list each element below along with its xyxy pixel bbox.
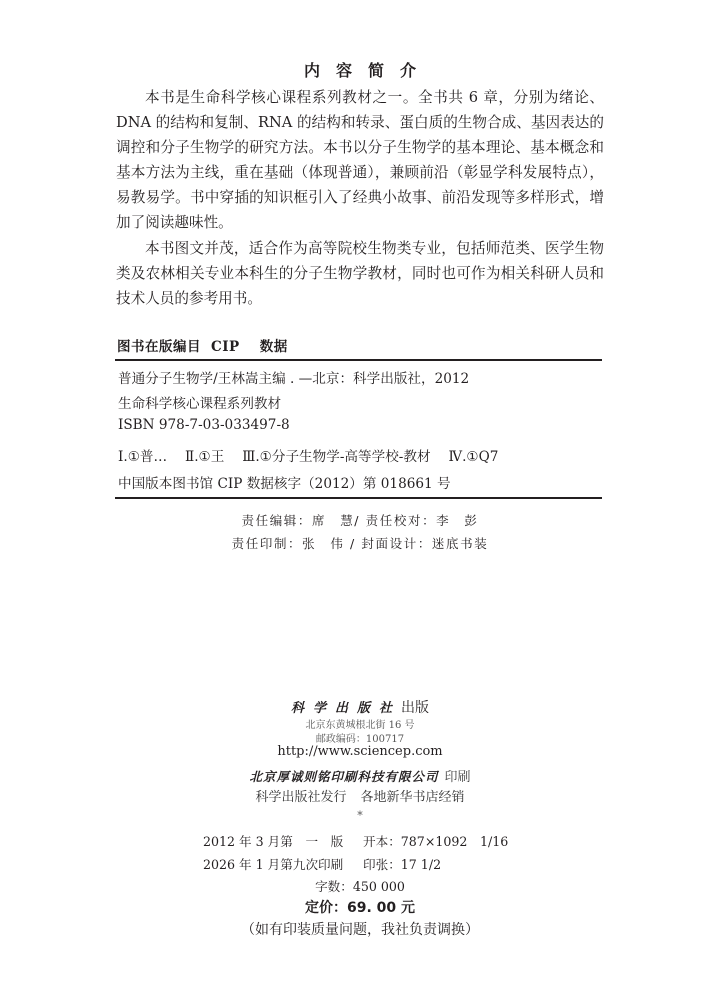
cip-heading-code: CIP — [211, 339, 240, 355]
edition-row — [203, 831, 509, 850]
cip-heading-prefix: 图书在版编目 — [117, 339, 201, 355]
cip-bottom-rule — [115, 497, 602, 499]
sellers: 各地新华书店经销 — [360, 790, 465, 805]
cip-classification-line: Ⅰ.①普… Ⅱ.①王 Ⅲ.①分子生物学-高等学校-教材 Ⅳ.①Q7 — [118, 449, 499, 465]
word-count: 字数：450 000 — [315, 879, 405, 894]
edition-text: 2012 年 3 月第 一 版 — [203, 834, 344, 849]
cip-record-number-line: 中国版本图书馆 CIP 数据核字（2012）第 018661 号 — [118, 476, 451, 492]
intro-title: 内容简介 — [303, 61, 432, 80]
credits-editor-line: 责任编辑：席 慧/ 责任校对：李 彭 — [241, 513, 479, 528]
publisher-name: 科学出版社 — [290, 701, 401, 716]
cip-series-line: 生命科学核心课程系列教材 — [118, 396, 282, 412]
printing-text: 2026 年 1 月第九次印刷 — [203, 857, 344, 872]
cip-heading-suffix: 数据 — [259, 339, 288, 355]
format-text: 开本：787×1092 1/16 — [363, 834, 509, 849]
printer-line — [0, 766, 720, 785]
printer-name: 北京厚诚则铭印刷科技有限公司 — [249, 769, 439, 784]
cip-top-rule — [115, 359, 602, 361]
intro-paragraph-2: 本书图文并茂，适合作为高等院校生物类专业，包括师范类、医学生物类及农林相关专业本科生的分子生物学教材，同时也可作为相关科研人员和技术人员的参考用书。 — [116, 240, 604, 307]
sheets-text: 印张：17 1/2 — [363, 857, 442, 872]
printing-row — [203, 854, 442, 873]
separator-star: * — [357, 809, 363, 822]
publisher-suffix: 出版 — [401, 700, 429, 716]
credits-printing-line: 责任印制：张 伟 / 封面设计：迷底书装 — [231, 536, 489, 551]
printer-suffix: 印刷 — [444, 770, 471, 785]
distributor: 科学出版社发行 — [255, 790, 347, 805]
cip-isbn-line: ISBN 978-7-03-033497-8 — [118, 417, 290, 433]
publisher-postcode: 邮政编码：100717 — [315, 734, 405, 745]
cip-heading — [117, 335, 288, 355]
quality-note: （如有印装质量问题，我社负责调换） — [241, 922, 479, 938]
cip-title-line: 普通分子生物学/王林嵩主编 . —北京：科学出版社，2012 — [118, 371, 470, 387]
publisher-address: 北京东黄城根北街 16 号 — [305, 720, 415, 731]
publisher-line — [0, 697, 720, 717]
publisher-url: http://www.sciencep.com — [277, 744, 443, 759]
distribution-line — [0, 786, 720, 805]
intro-paragraph-1: 本书是生命科学核心课程系列教材之一。全书共 6 章，分别为绪论、DNA 的结构和复制、RNA 的结构和转录、蛋白质的生物合成、基因表达的调控和分子生物学的研究方法。本书以分子生物学的基本理论、基本概念和基本方法为主线，重在基础（体现普通），兼顾前沿（彰显学科发展特点），易教易学。书中穿插的知识框引入了经典小故事、前沿发现等多样形式，增加了阅读趣味性。 — [116, 89, 604, 231]
price: 定价：69. 00 元 — [304, 900, 416, 916]
